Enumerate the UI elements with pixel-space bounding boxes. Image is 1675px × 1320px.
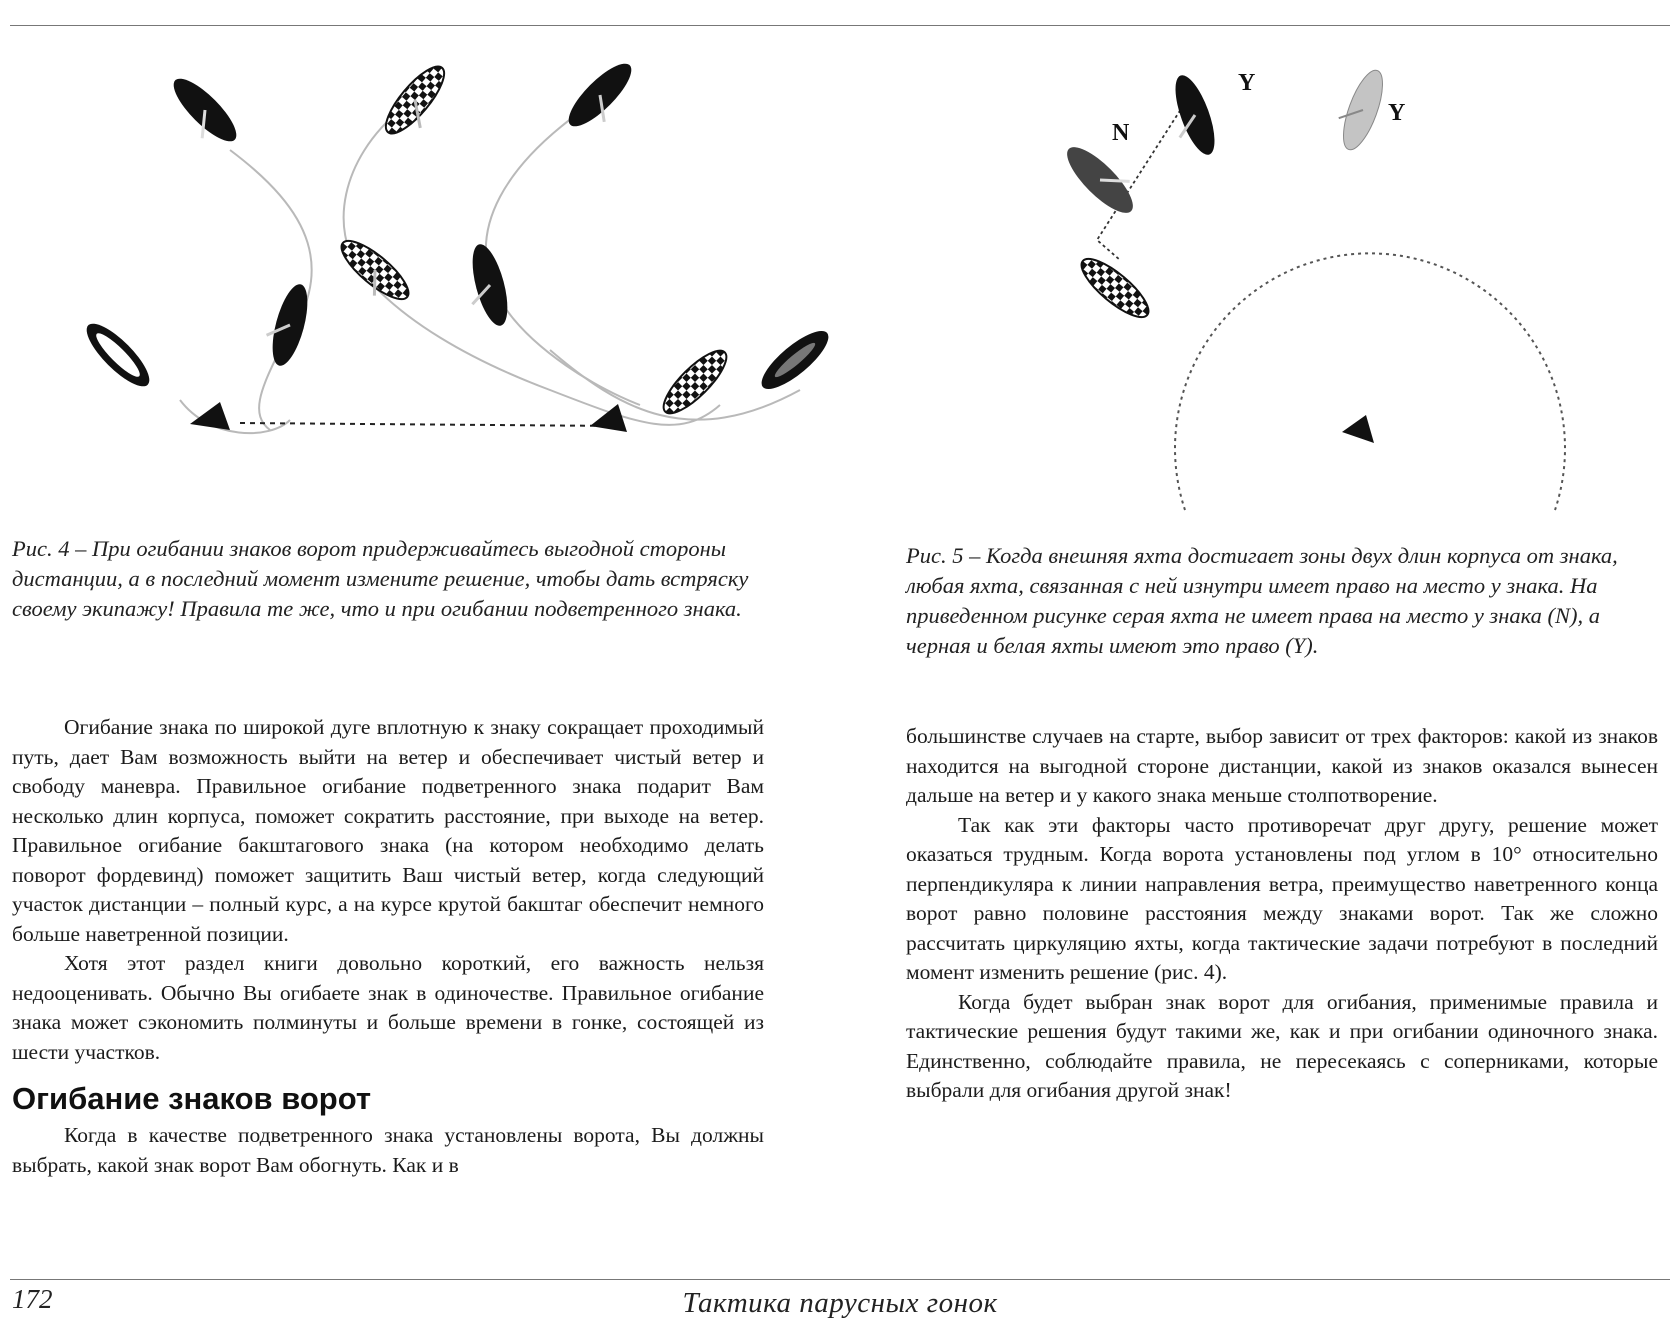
mark xyxy=(1342,415,1374,443)
boat-black xyxy=(754,322,836,397)
boat-black xyxy=(560,60,645,140)
paragraph: Огибание знака по широкой дуге вплотную к знаку сокращает проходимый путь, дает Вам возможность выйти на ветер и обеспечивает чистый ветер и свободу маневра. Правильное огибание подветренного знака подарит Вам несколько длин корпуса, поможет сократить расстояние, при выходе на ветер. Правильное огибание бакштагового знака (на котором необходимо делать поворот фордевинд) поможет защитить Ваш чистый ветер, когда следующий участок дистанции – полный курс, а на курсе крутой бакштаг обеспечит немного больше наветренной позиции. xyxy=(12,715,764,946)
figure-4-caption: Рис. 4 – При огибании знаков ворот придерживайтесь выгодной стороны дистанции, а в последний момент измените решение, чтобы дать встряску своему экипажу! Правила те же, что и при огибании подветренного знака. xyxy=(12,536,749,621)
boat-checkered xyxy=(655,342,734,421)
paragraph: большинстве случаев на старте, выбор зависит от трех факторов: какой из знаков находится на выгодной стороне дистанции, какой из знаков оказался вынесен дальше на ветер и у какого знака меньше столпотворение. xyxy=(906,724,1658,807)
boat-black xyxy=(160,70,245,155)
figure-5-caption: Рис. 5 – Когда внешняя яхта достигает зоны двух длин корпуса от знака, любая яхта, связанная с ней изнутри имеет право на место у знака. На приведенном рисунке серая яхта не имеет права на место у знака (N), а черная и белая яхты имеют это право (Y). xyxy=(906,543,1618,658)
running-title: Тактика парусных гонок xyxy=(682,1287,998,1319)
label-y-black: Y xyxy=(1238,70,1256,96)
track-line xyxy=(344,110,720,425)
left-column xyxy=(12,713,764,1180)
figure-4-gate-rounding-diagram xyxy=(80,60,900,490)
right-column xyxy=(906,722,1658,1106)
top-rule xyxy=(10,25,1670,26)
boat-grey-light xyxy=(1330,64,1391,155)
figure-5-zone-diagram xyxy=(1060,60,1600,520)
boat-black xyxy=(1160,71,1223,162)
boat-checkered xyxy=(377,60,459,146)
label-n: N xyxy=(1112,120,1130,146)
paragraph: Когда будет выбран знак ворот для огибания, применимые правила и тактические решения будут такими же, как и при огибании одиночного знака. Единственно, соблюдайте правила, не пересекаясь с соперниками, которые выбрали для огибания другой знак! xyxy=(906,989,1658,1102)
gate-line xyxy=(240,423,620,426)
bottom-rule xyxy=(10,1279,1670,1280)
paragraph: Когда в качестве подветренного знака установлены ворота, Вы должны выбрать, какой знак ворот Вам обогнуть. Как и в xyxy=(12,1123,764,1177)
page-number: 172 xyxy=(12,1284,53,1314)
section-heading: Огибание знаков ворот xyxy=(12,1081,372,1116)
paragraph: Хотя этот раздел книги довольно короткий, его важность нельзя недооценивать. Обычно Вы огибаете знак в одиночестве. Правильное огибание знака может сэкономить полминуты и больше времени в гонке, состоящей из шести участков. xyxy=(12,951,764,1064)
boat-white xyxy=(80,315,158,394)
boat-checkered xyxy=(1074,250,1156,325)
track-line xyxy=(180,400,290,433)
boat-grey xyxy=(1060,135,1145,222)
boat-black xyxy=(260,279,315,369)
label-y-grey: Y xyxy=(1388,100,1406,126)
paragraph: Так как эти факторы часто противоречат друг другу, решение может оказаться трудным. Когда ворота установлены под углом в 10° относительно перпендикуляра к линии направления ветра, преимущество наветренного конца ворот равно половине расстояния между знаками ворот. Так же сложно рассчитать циркуляцию яхты, когда тактические задачи потребуют в последний момент изменить решение (рис. 4). xyxy=(906,812,1658,984)
two-length-zone-circle xyxy=(1175,253,1565,510)
boat-checkered xyxy=(330,232,416,312)
boat-black xyxy=(458,241,515,331)
